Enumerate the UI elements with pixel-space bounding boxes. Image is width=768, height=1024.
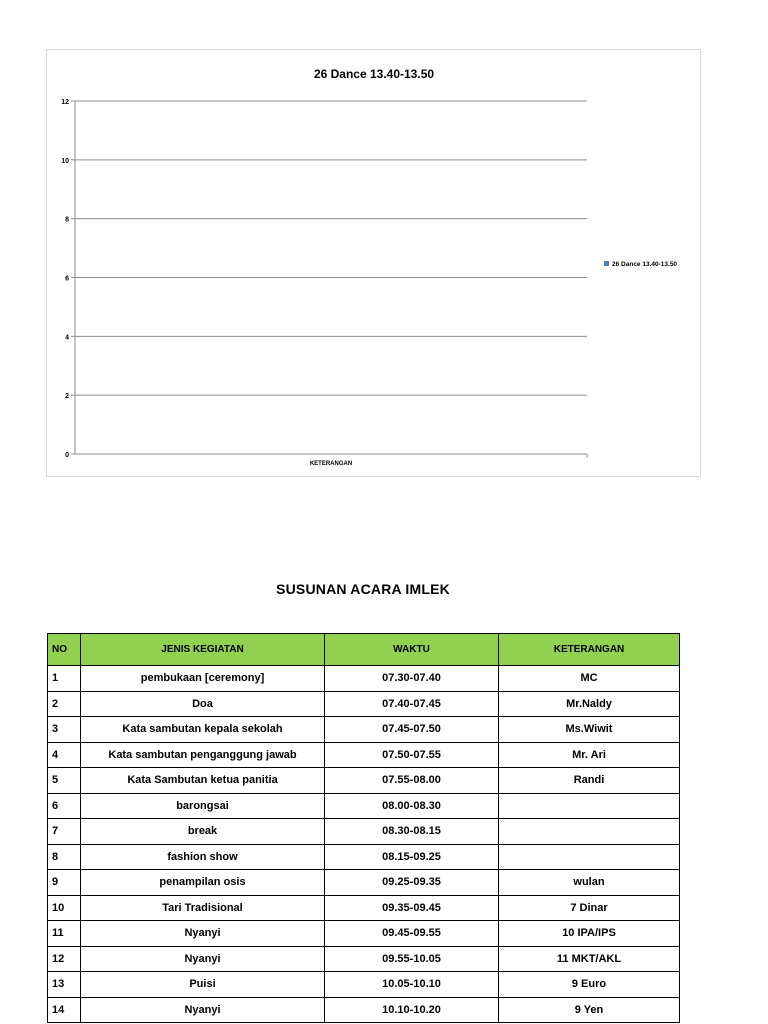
cell-no: 3: [48, 717, 81, 743]
y-tick-label: 2: [65, 393, 69, 401]
cell-time: 10.10-10.20: [325, 997, 499, 1023]
cell-time: 08.30-08.15: [325, 819, 499, 845]
y-tick-label: 8: [65, 216, 69, 224]
cell-notes: [499, 793, 680, 819]
table-row: [48, 717, 680, 743]
cell-notes: [499, 819, 680, 845]
cell-notes: 11 MKT/AKL: [499, 946, 680, 972]
column-header-activity: JENIS KEGIATAN: [81, 634, 325, 666]
y-tick-label: 12: [61, 99, 69, 106]
table-row: [48, 972, 680, 998]
table-row: [48, 742, 680, 768]
cell-no: 10: [48, 895, 81, 921]
legend-label: 26 Dance 13.40-13.50: [612, 261, 678, 268]
schedule-table: [47, 633, 680, 1023]
cell-no: 1: [48, 666, 81, 692]
table-row: [48, 946, 680, 972]
bar-chart: [47, 50, 702, 478]
cell-activity: Kata sambutan kepala sekolah: [81, 717, 325, 743]
table-row: [48, 793, 680, 819]
cell-notes: 9 Yen: [499, 997, 680, 1023]
cell-no: 8: [48, 844, 81, 870]
cell-activity: Doa: [81, 691, 325, 717]
cell-activity: pembukaan [ceremony]: [81, 666, 325, 692]
cell-activity: Nyanyi: [81, 946, 325, 972]
cell-activity: Tari Tradisional: [81, 895, 325, 921]
cell-notes: Mr. Ari: [499, 742, 680, 768]
cell-no: 5: [48, 768, 81, 794]
column-header-time: WAKTU: [325, 634, 499, 666]
cell-activity: break: [81, 819, 325, 845]
cell-no: 4: [48, 742, 81, 768]
table-row: [48, 666, 680, 692]
cell-no: 7: [48, 819, 81, 845]
cell-time: 07.40-07.45: [325, 691, 499, 717]
x-category-label: KETERANGAN: [309, 461, 353, 467]
cell-time: 07.55-08.00: [325, 768, 499, 794]
cell-activity: Kata sambutan penganggung jawab: [81, 742, 325, 768]
cell-activity: Nyanyi: [81, 921, 325, 947]
cell-no: 13: [48, 972, 81, 998]
cell-activity: penampilan osis: [81, 870, 325, 896]
cell-time: 07.30-07.40: [325, 666, 499, 692]
cell-no: 14: [48, 997, 81, 1023]
cell-no: 9: [48, 870, 81, 896]
cell-activity: Puisi: [81, 972, 325, 998]
legend-swatch: [604, 261, 609, 266]
cell-time: 09.55-10.05: [325, 946, 499, 972]
cell-no: 2: [48, 691, 81, 717]
cell-time: 09.45-09.55: [325, 921, 499, 947]
column-header-notes: KETERANGAN: [499, 634, 680, 666]
cell-no: 11: [48, 921, 81, 947]
cell-notes: 9 Euro: [499, 972, 680, 998]
chart-title: 26 Dance 13.40-13.50: [313, 67, 435, 81]
cell-notes: 7 Dinar: [499, 895, 680, 921]
table-row: [48, 921, 680, 947]
y-tick-label: 10: [61, 157, 69, 165]
column-header-no: NO: [48, 634, 81, 666]
y-tick-label: 6: [65, 275, 69, 283]
cell-activity: barongsai: [81, 793, 325, 819]
table-row: [48, 819, 680, 845]
chart-container: [46, 49, 701, 477]
cell-activity: Nyanyi: [81, 997, 325, 1023]
cell-activity: fashion show: [81, 844, 325, 870]
table-row: [48, 895, 680, 921]
table-row: [48, 768, 680, 794]
cell-notes: 10 IPA/IPS: [499, 921, 680, 947]
table-row: [48, 997, 680, 1023]
cell-notes: Randi: [499, 768, 680, 794]
cell-time: 09.25-09.35: [325, 870, 499, 896]
cell-notes: Ms.Wiwit: [499, 717, 680, 743]
y-tick-label: 4: [65, 334, 69, 342]
table-row: [48, 844, 680, 870]
cell-time: 08.15-09.25: [325, 844, 499, 870]
cell-time: 09.35-09.45: [325, 895, 499, 921]
cell-notes: MC: [499, 666, 680, 692]
cell-time: 07.50-07.55: [325, 742, 499, 768]
cell-time: 10.05-10.10: [325, 972, 499, 998]
cell-notes: Mr.Naldy: [499, 691, 680, 717]
table-header-row: [48, 634, 680, 666]
table-row: [48, 691, 680, 717]
cell-no: 6: [48, 793, 81, 819]
cell-time: 08.00-08.30: [325, 793, 499, 819]
document-title: SUSUNAN ACARA IMLEK: [276, 581, 450, 597]
cell-no: 12: [48, 946, 81, 972]
y-tick-label: 0: [65, 452, 69, 459]
cell-time: 07.45-07.50: [325, 717, 499, 743]
cell-notes: wulan: [499, 870, 680, 896]
cell-activity: Kata Sambutan ketua panitia: [81, 768, 325, 794]
table-row: [48, 870, 680, 896]
cell-notes: [499, 844, 680, 870]
